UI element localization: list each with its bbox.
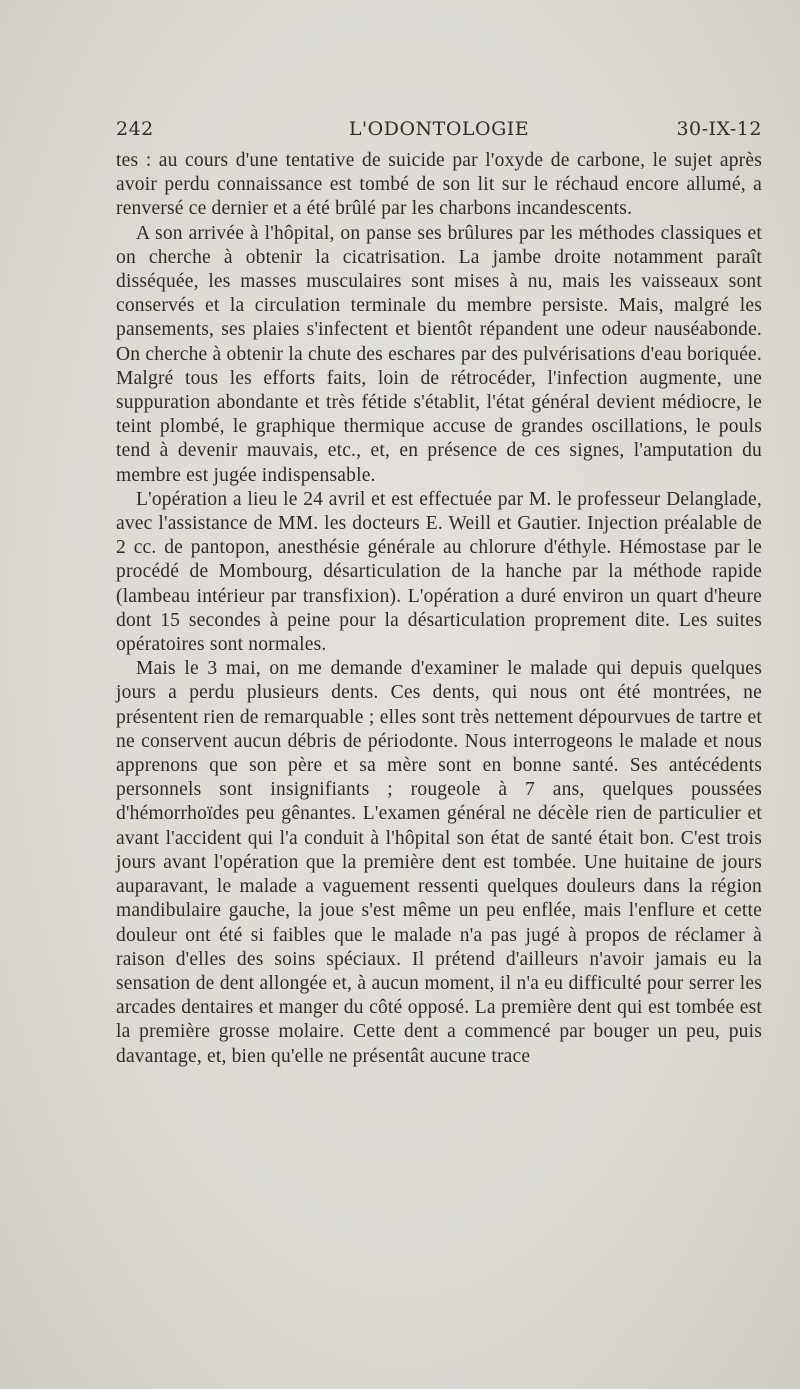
paragraph: A son arrivée à l'hôpital, on panse ses brûlures par les méthodes classiques et on cherche à obtenir la cicatrisation. La jambe droite notamment paraît disséquée, les masses musculaires sont mises à nu, mais les vaisseaux sont conservés et la circulation terminale du membre persiste. Mais, malgré les pansements, ses plaies s'infectent et bientôt répandent une odeur nauséabonde. On cherche à obtenir la chute des eschares par des pulvérisations d'eau boriquée. Malgré tous les efforts faits, loin de rétrocéder, l'infection augmente, une suppuration abondante et très fétide s'établit, l'état général devient médiocre, le teint plombé, le graphique thermique accuse de grandes oscillations, le pouls tend à devenir mauvais, etc., et, en présence de ces signes, l'amputation du membre est jugée indispensable. xyxy=(116,222,762,486)
paragraph: L'opération a lieu le 24 avril et est effectuée par M. le professeur Delanglade, avec l'assistance de MM. les docteurs E. Weill et Gautier. Injection préalable de 2 cc. de pantopon, anesthésie générale au chlorure d'éthyle. Hémostase par le procédé de Mombourg, désarticulation de la hanche par la méthode rapide (lambeau intérieur par transfixion). L'opération a duré environ un quart d'heure dont 15 secondes à peine pour la désarticulation proprement dite. Les suites opératoires sont normales. xyxy=(116,488,762,656)
journal-title: L'ODONTOLOGIE xyxy=(348,118,530,140)
body-text xyxy=(116,149,762,1069)
page-number: 242 xyxy=(116,118,154,140)
paragraph: Mais le 3 mai, on me demande d'examiner le malade qui depuis quelques jours a perdu plusieurs dents. Ces dents, qui nous ont été montrées, ne présentent rien de remarquable ; elles sont très nettement dépourvues de tartre et ne conservent aucun débris de périodonte. Nous interrogeons le malade et nous apprenons que son père et sa mère sont en bonne santé. Ses antécédents personnels sont insignifiants ; rougeole à 7 ans, quelques poussées d'hémorrhoïdes peu gênantes. L'examen général ne décèle rien de particulier et avant l'accident qui l'a conduit à l'hôpital son état de santé était bon. C'est trois jours avant l'opération que la première dent est tombée. Une huitaine de jours auparavant, le malade a vaguement ressenti quelques douleurs dans la région mandibulaire gauche, la joue s'est même un peu enflée, mais l'enflure et cette douleur ont été si faibles que le malade n'a pas jugé à propos de réclamer à raison d'elles des soins spéciaux. Il prétend d'ailleurs n'avoir jamais eu la sensation de dent allongée et, à aucun moment, il n'a eu difficulté pour serrer les arcades dentaires et manger du côté opposé. La première dent qui est tombée est la première grosse molaire. Cette dent a commencé par bouger un peu, puis davantage, et, bien qu'elle ne présentât aucune trace xyxy=(116,658,762,1067)
issue-date: 30-IX-12 xyxy=(676,118,762,140)
paragraph-continuation: tes : au cours d'une tentative de suicide par l'oxyde de carbone, le sujet après avoir perdu connaissance est tombé de son lit sur le réchaud encore allumé, a renversé ce dernier et a été brûlé par les charbons incandescents. xyxy=(116,150,762,220)
running-header xyxy=(116,118,762,146)
